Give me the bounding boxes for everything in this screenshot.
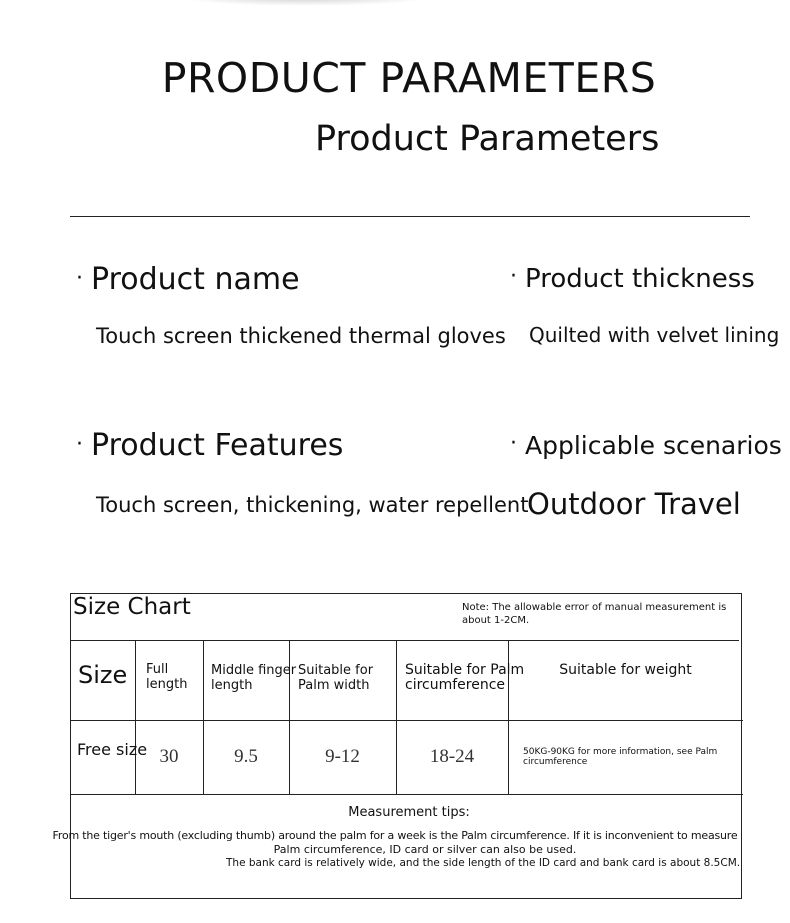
header-palm-circumference: Suitable for Palm circumference (405, 662, 525, 693)
size-chart-note: Note: The allowable error of manual measurement is about 1-2CM. (462, 602, 727, 626)
top-shadow-decoration (180, 0, 430, 6)
bullet-icon: · (510, 264, 517, 289)
param-product-name-value: Touch screen thickened thermal gloves (96, 324, 506, 348)
param-product-features-value: Touch screen, thickening, water repellent (96, 493, 529, 517)
page-title: PRODUCT PARAMETERS (161, 54, 657, 102)
param-product-thickness-value: Quilted with velvet lining (529, 323, 780, 347)
cell-middle-finger-value: 9.5 (234, 746, 258, 767)
size-chart-title: Size Chart (73, 594, 191, 620)
table-rule (135, 640, 136, 794)
table-rule (71, 720, 743, 721)
measurement-tips-line: Palm circumference, ID card or silver can also be used. (273, 843, 577, 856)
cell-weight-value: 50KG-90KG for more information, see Palm circumference (523, 747, 718, 767)
cell-full-length-value: 30 (159, 746, 179, 767)
header-weight: Suitable for weight (559, 662, 692, 678)
title-divider (70, 216, 750, 217)
table-rule (71, 640, 739, 641)
cell-palm-width-value: 9-12 (325, 746, 360, 767)
table-rule (71, 794, 743, 795)
bullet-icon: · (76, 432, 83, 457)
param-applicable-scenarios-label (510, 431, 782, 460)
header-full-length: Full length (146, 662, 188, 692)
bullet-icon: · (510, 431, 517, 456)
param-label-text: Product name (91, 262, 300, 297)
cell-palm-circumference-value: 18-24 (429, 746, 475, 767)
param-product-features-label (76, 428, 343, 463)
param-label-text: Product thickness (525, 264, 755, 294)
measurement-tips-title: Measurement tips: (348, 805, 470, 820)
param-applicable-scenarios-value: Outdoor Travel (527, 487, 741, 521)
bullet-icon: · (76, 266, 83, 291)
measurement-tips-line: The bank card is relatively wide, and the side length of the ID card and bank card is about 8.5CM. (226, 857, 741, 869)
measurement-tips-line: From the tiger's mouth (excluding thumb) around the palm for a week is the Palm circumference. If it is inconvenient to measure (52, 829, 738, 842)
param-product-thickness-label (510, 264, 755, 294)
header-palm-width: Suitable for Palm width (298, 663, 374, 693)
param-product-name-label (76, 262, 300, 297)
header-size: Size (78, 661, 128, 689)
page-subtitle: Product Parameters (315, 119, 660, 159)
header-middle-finger-length: Middle finger length (211, 663, 297, 693)
param-label-text: Product Features (91, 428, 344, 463)
param-label-text: Applicable scenarios (525, 431, 782, 460)
table-rule (203, 640, 204, 794)
cell-size-value: Free size (77, 740, 148, 759)
